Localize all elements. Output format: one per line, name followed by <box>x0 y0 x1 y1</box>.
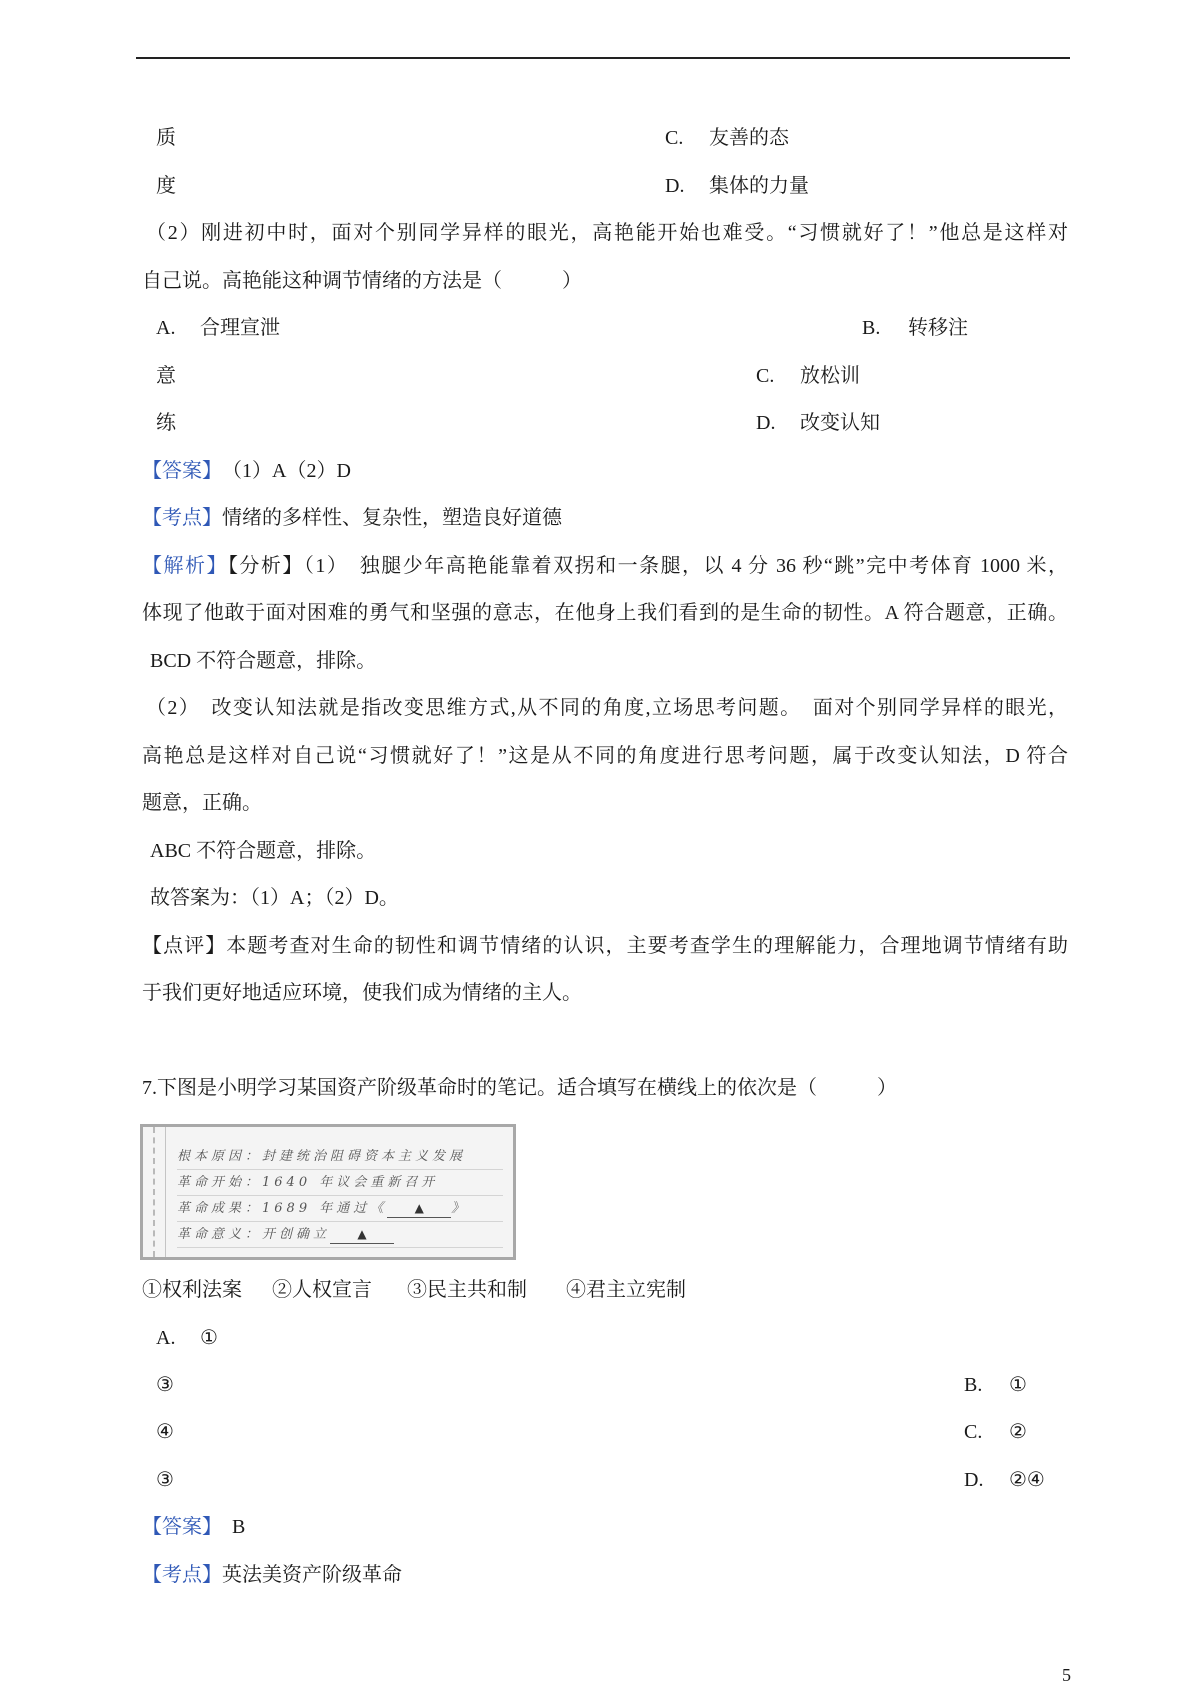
question-stem-line: 7.下图是小明学习某国资产阶级革命时的笔记。适合填写在横线上的依次是（ ） <box>142 1077 897 1099</box>
comment-label: 【点评】 <box>142 935 227 957</box>
statement-item: ②人权宣言 <box>272 1279 372 1301</box>
option-text-c: 放松训 <box>800 365 860 387</box>
option-label-c: C. <box>964 1421 983 1443</box>
answer-text: B <box>232 1516 246 1538</box>
notebook-margin-dashes <box>153 1127 155 1257</box>
option-label-c: C. <box>665 127 684 149</box>
option-text-c: 友善的态 <box>709 127 789 149</box>
analysis-text: （1） 独腿少年高艳能靠着双拐和一条腿，以 4 分 36 秒“跳”完中考体育 1000 米， <box>303 555 1068 577</box>
note-label: 革命意义： <box>177 1227 263 1242</box>
analysis-line: （2） 改变认知法就是指改变思维方式,从不同的角度,立场思考问题。 面对个别同学异样的眼光， <box>146 697 1068 719</box>
option-label-d: D. <box>964 1469 984 1491</box>
key-point-line <box>142 506 562 530</box>
option-wrap-text: 意 <box>156 365 176 387</box>
note-text: 1640 年议会重新召开 <box>262 1175 439 1190</box>
note-line <box>177 1171 503 1196</box>
option-label-b: B. <box>862 317 881 339</box>
option-text-c: ② <box>1009 1421 1027 1443</box>
notebook-margin-line <box>165 1127 166 1257</box>
answer-text: （1）A（2）D <box>232 460 351 482</box>
option-wrap-text: 练 <box>156 412 176 434</box>
statement-item: ④君主立宪制 <box>566 1279 686 1301</box>
analysis-line: 故答案为：（1）A；（2）D。 <box>150 887 399 909</box>
note-text: 封建统治阻碍资本主义发展 <box>262 1149 467 1164</box>
option-label-b: B. <box>964 1374 983 1396</box>
option-text-d: 改变认知 <box>800 412 880 434</box>
option-label-d: D. <box>665 175 685 197</box>
option-text-d: ②④ <box>1009 1469 1045 1491</box>
note-line <box>177 1223 503 1248</box>
analysis-line: ABC 不符合题意，排除。 <box>150 840 377 862</box>
option-text-a: 合理宣泄 <box>200 317 280 339</box>
note-label: 根本原因： <box>177 1149 263 1164</box>
key-point-line <box>142 1563 402 1587</box>
answer-label: 【答案】 <box>142 1516 222 1538</box>
answer-line <box>142 459 351 483</box>
option-text-b: ① <box>1009 1374 1027 1396</box>
analysis-line: 体现了他敢于面对困难的勇气和坚强的意志，在他身上我们看到的是生命的韧性。A 符合题意，正确。 <box>142 602 1068 624</box>
page-number: 5 <box>1062 1665 1071 1685</box>
statement-item: ①权利法案 <box>142 1279 242 1301</box>
note-label: 革命成果： <box>177 1201 263 1216</box>
analysis-sub-label: 【分析】 <box>227 555 304 577</box>
option-text-a: ① <box>200 1327 218 1349</box>
key-point-label: 【考点】 <box>142 1564 222 1586</box>
option-label-a: A. <box>156 1327 176 1349</box>
option-label-a: A. <box>156 317 176 339</box>
comment-text: 本题考查对生命的韧性和调节情绪的认识，主要考查学生的理解能力，合理地调节情绪有助 <box>226 935 1069 957</box>
answer-label: 【答案】 <box>142 460 222 482</box>
key-point-text: 情绪的多样性、复杂性，塑造良好道德 <box>222 507 562 529</box>
analysis-line: 高艳总是这样对自己说“习惯就好了！”这是从不同的角度进行思考问题，属于改变认知法，D 符合 <box>142 745 1068 767</box>
comment-line <box>142 934 1068 958</box>
answer-line <box>142 1515 245 1539</box>
analysis-label: 【解析】 <box>142 555 228 577</box>
option-wrap-text: ④ <box>156 1421 174 1443</box>
note-image <box>140 1124 516 1260</box>
note-line <box>177 1145 503 1170</box>
key-point-text: 英法美资产阶级革命 <box>222 1564 402 1586</box>
comment-line: 于我们更好地适应环境，使我们成为情绪的主人。 <box>142 982 582 1004</box>
note-text: 1689 年通过《 <box>262 1201 388 1216</box>
option-label-d: D. <box>756 412 776 434</box>
analysis-line <box>142 554 1068 578</box>
analysis-line: 题意，正确。 <box>142 792 262 814</box>
note-label: 革命开始： <box>177 1175 263 1190</box>
question-stem-line: （2）刚进初中时，面对个别同学异样的眼光，高艳能开始也难受。“习惯就好了！”他总是这样对 <box>146 222 1068 244</box>
note-blank-triangle: ▲ <box>330 1225 394 1244</box>
option-wrap-text: ③ <box>156 1469 174 1491</box>
note-text: 开创确立 <box>262 1227 331 1242</box>
analysis-line: BCD 不符合题意，排除。 <box>150 650 377 672</box>
statement-item: ③民主共和制 <box>407 1279 527 1301</box>
option-wrap-text: 度 <box>156 175 176 197</box>
note-line <box>177 1197 503 1222</box>
key-point-label: 【考点】 <box>142 507 222 529</box>
question-stem-line: 自己说。高艳能这种调节情绪的方法是（ ） <box>142 270 582 292</box>
option-label-c: C. <box>756 365 775 387</box>
note-blank-triangle: ▲ <box>387 1199 451 1218</box>
option-text-b: 转移注 <box>908 317 968 339</box>
note-text-after: 》 <box>451 1201 469 1216</box>
header-rule <box>136 57 1070 59</box>
option-text-d: 集体的力量 <box>709 175 809 197</box>
option-wrap-text: ③ <box>156 1374 174 1396</box>
option-wrap-text: 质 <box>156 127 176 149</box>
